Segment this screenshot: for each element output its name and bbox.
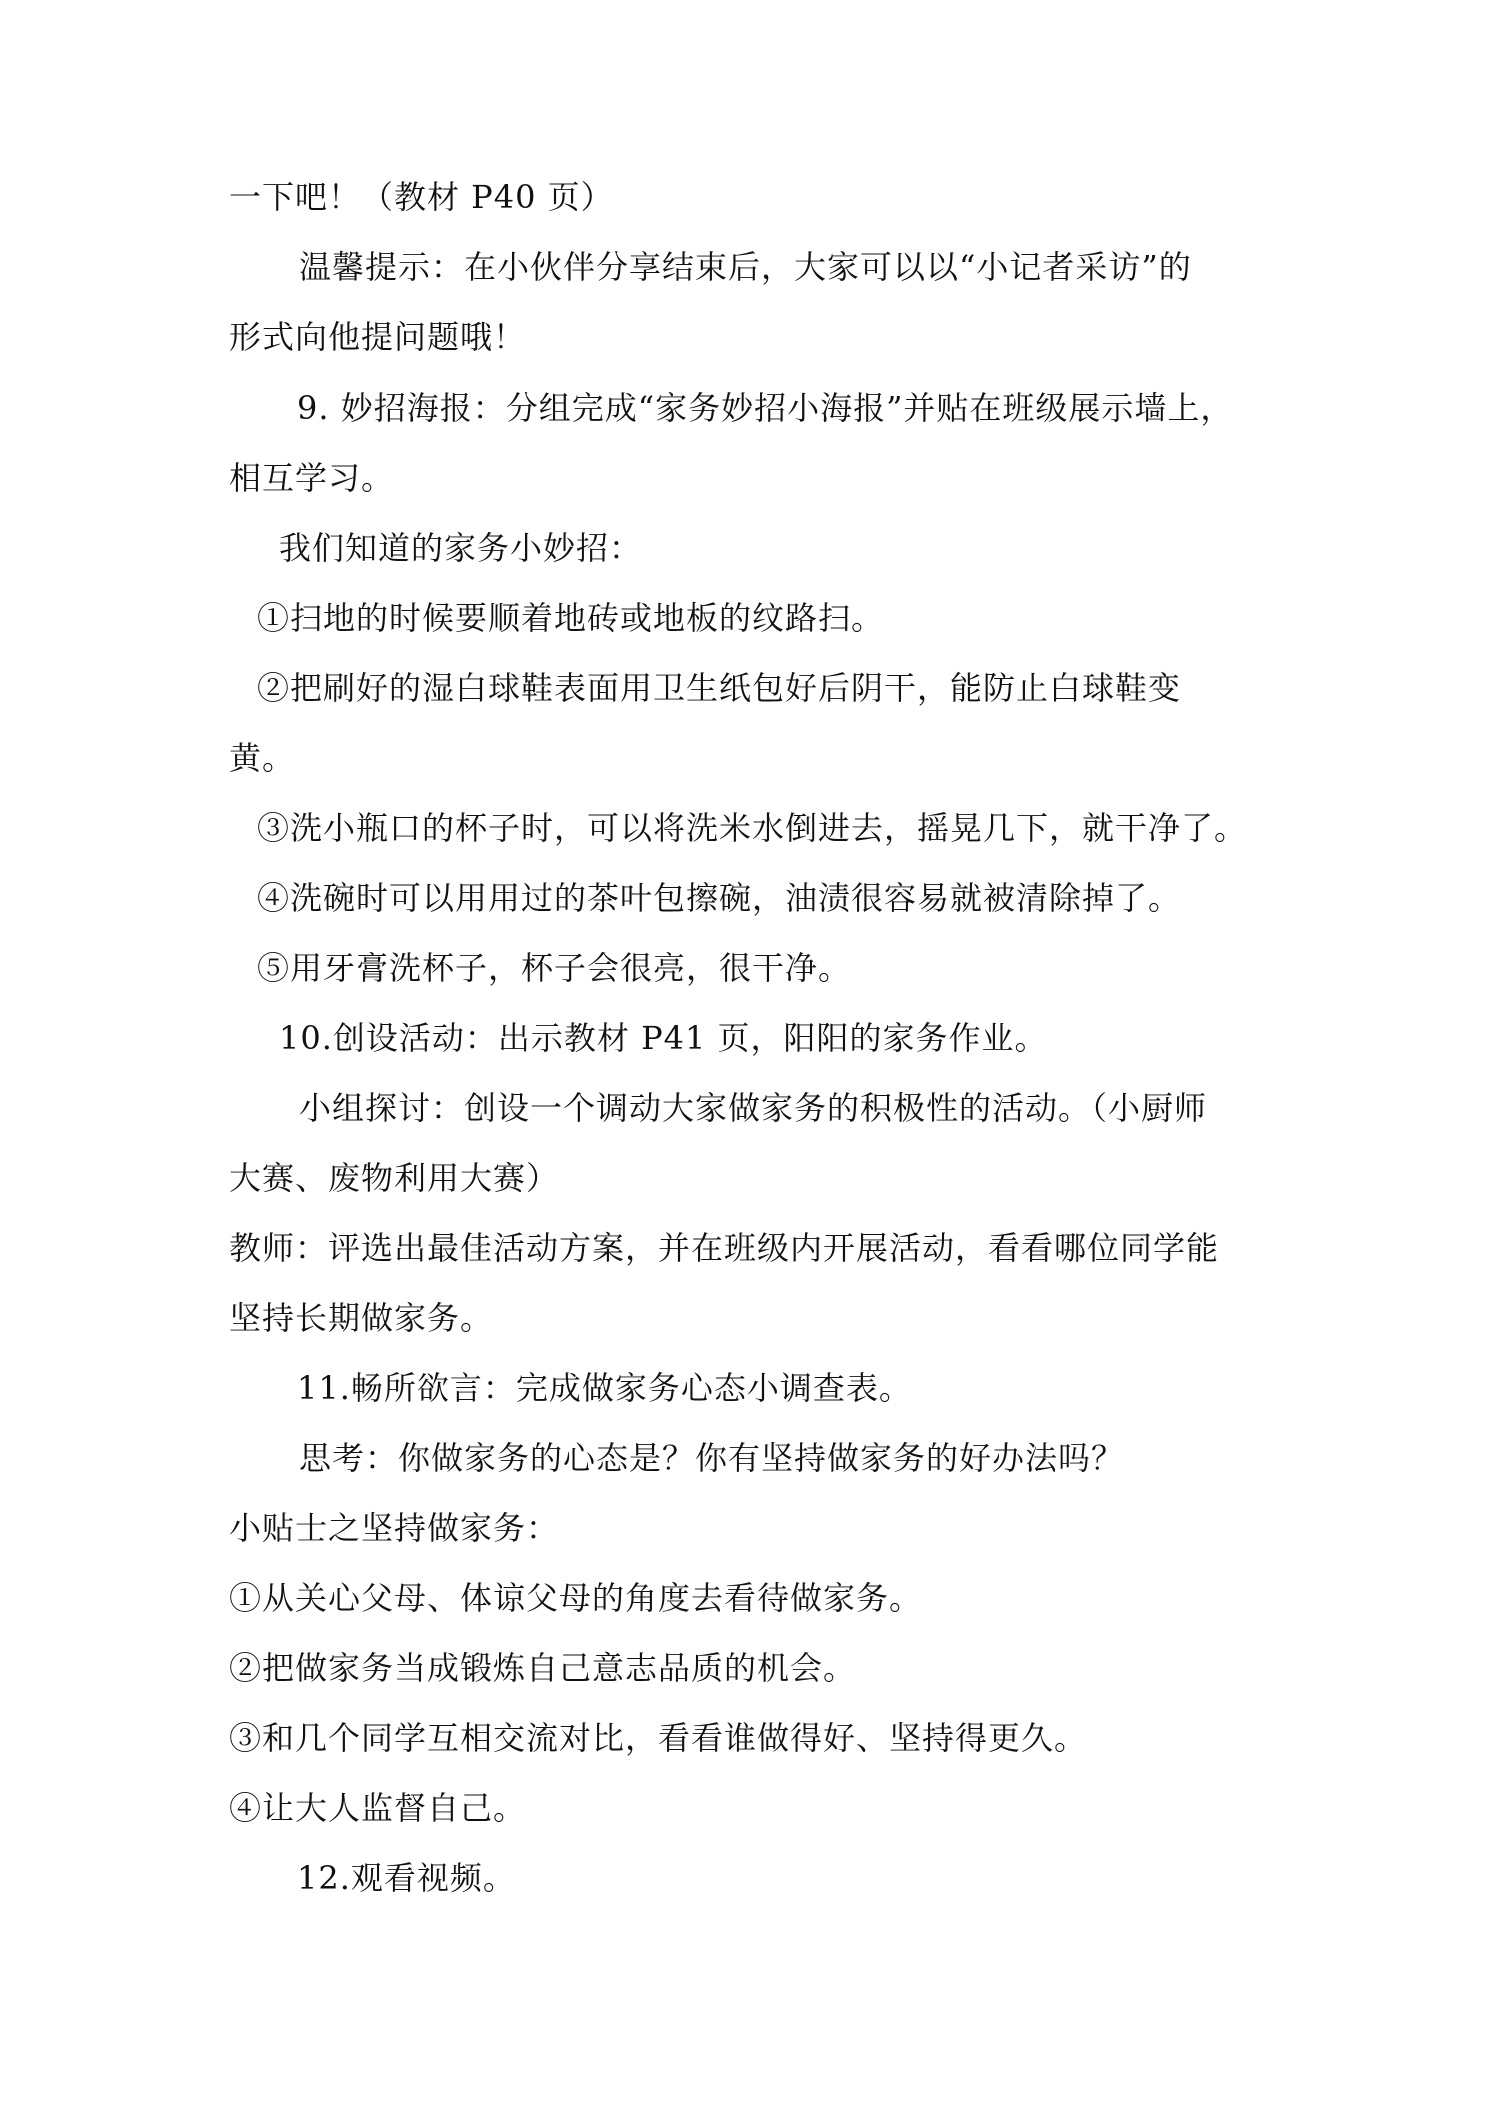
list-item-5: ⑤用牙膏洗杯子，杯子会很亮，很干净。: [257, 949, 852, 987]
text-line-continuation: 一下吧！（教材 P40 页）: [229, 178, 614, 216]
section-10-heading: 10.创设活动：出示教材 P41 页，阳阳的家务作业。: [279, 1019, 1048, 1057]
teacher-line: 教师：评选出最佳活动方案，并在班级内开展活动，看看哪位同学能: [229, 1229, 1220, 1267]
teacher-line-continued: 坚持长期做家务。: [229, 1299, 494, 1337]
section-12-heading: 12.观看视频。: [297, 1859, 516, 1897]
tip-item-4: ④让大人监督自己。: [229, 1789, 527, 1827]
list-item-4: ④洗碗时可以用用过的茶叶包擦碗，油渍很容易就被清除掉了。: [257, 879, 1182, 917]
list-item-2-continued: 黄。: [229, 739, 296, 777]
tip-line-continued: 形式向他提问题哦！: [229, 318, 527, 356]
tip-line: 温馨提示：在小伙伴分享结束后，大家可以以“小记者采访”的: [299, 248, 1192, 286]
tip-item-3: ③和几个同学互相交流对比，看看谁做得好、坚持得更久。: [229, 1719, 1088, 1757]
section-9-continued: 相互学习。: [229, 459, 395, 497]
section-11-heading: 11.畅所欲言：完成做家务心态小调查表。: [297, 1369, 912, 1407]
tip-item-2: ②把做家务当成锻炼自己意志品质的机会。: [229, 1649, 857, 1687]
group-discussion-continued: 大赛、废物利用大赛）: [229, 1159, 560, 1197]
section-9-heading: 9. 妙招海报：分组完成“家务妙招小海报”并贴在班级展示墙上，: [297, 389, 1234, 427]
list-item-3: ③洗小瓶口的杯子时，可以将洗米水倒进去，摇晃几下，就干净了。: [257, 809, 1248, 847]
thinking-line: 思考：你做家务的心态是？你有坚持做家务的好办法吗？: [299, 1439, 1125, 1477]
tip-item-1: ①从关心父母、体谅父母的角度去看待做家务。: [229, 1579, 923, 1617]
tips-list-heading: 我们知道的家务小妙招：: [279, 529, 643, 567]
tips-heading: 小贴士之坚持做家务：: [229, 1509, 560, 1547]
group-discussion-line: 小组探讨：创设一个调动大家做家务的积极性的活动。（小厨师: [299, 1089, 1208, 1127]
list-item-2: ②把刷好的湿白球鞋表面用卫生纸包好后阴干，能防止白球鞋变: [257, 669, 1182, 707]
list-item-1: ①扫地的时候要顺着地砖或地板的纹路扫。: [257, 599, 885, 637]
